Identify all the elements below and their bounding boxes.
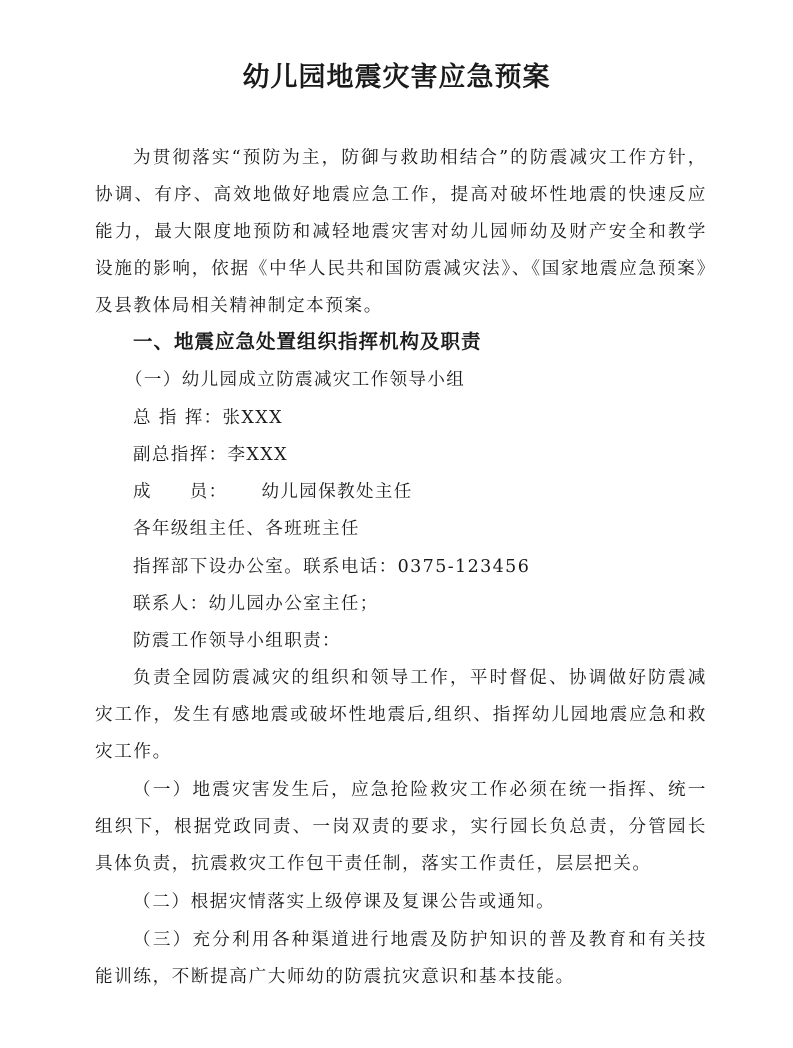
commander-value: 张XXX	[222, 408, 284, 428]
office-line: 指挥部下设办公室。联系电话：0375-123456	[133, 557, 531, 577]
deputy-value: 李XXX	[227, 445, 288, 465]
document-title: 幼儿园地震灾害应急预案	[242, 62, 551, 93]
deputy-line	[133, 440, 288, 470]
item-3-paragraph: （三）充分利用各种渠道进行地震及防护知识的普及教育和有关技能训练，不断提高广大师幼的防震抗灾意识和基本技能。	[95, 930, 707, 987]
duties-label: 防震工作领导小组职责：	[133, 631, 341, 651]
item-1-paragraph: （一）地震灾害发生后，应急抢险救灾工作必须在统一指挥、统一组织下，根据党政同责、一岗双责的要求，实行园长负总责，分管园长具体负责，抗震救灾工作包干责任制，落实工作责任，层层把关。	[95, 780, 707, 874]
members-line	[133, 477, 413, 507]
members-value: 幼儿园保教处主任	[261, 482, 413, 502]
subheading-leadership-group: （一）幼儿园成立防震减灾工作领导小组	[125, 370, 466, 390]
section-heading: 一、地震应急处置组织指挥机构及职责	[133, 330, 482, 353]
members-label: 成 员：	[133, 482, 228, 502]
item-2-paragraph: （二）根据灾情落实上级停课及复课公告或通知。	[133, 892, 556, 912]
duties-paragraph: 负责全园防震减灾的组织和领导工作，平时督促、协调做好防震减灾工作，发生有感地震或破坏性地震后,组织、指挥幼儿园地震应急和救灾工作。	[95, 668, 707, 762]
deputy-label: 副总指挥：	[133, 445, 228, 465]
commander-line	[133, 403, 283, 433]
intro-paragraph: 为贯彻落实“预防为主，防御与救助相结合”的防震减灾工作方针，协调、有序、高效地做好地震应急工作，提高对破坏性地震的快速反应能力，最大限度地预防和减轻地震灾害对幼儿园师幼及财产安全和教学设施的影响，依据《中华人民共和国防震减灾法》、《国家地震应急预案》及县教体局相关精神制定本预案。	[95, 148, 707, 316]
members-more-line: 各年级组主任、各班班主任	[133, 519, 360, 539]
commander-label: 总 指 挥：	[133, 408, 223, 428]
contact-line: 联系人：幼儿园办公室主任；	[133, 594, 379, 614]
